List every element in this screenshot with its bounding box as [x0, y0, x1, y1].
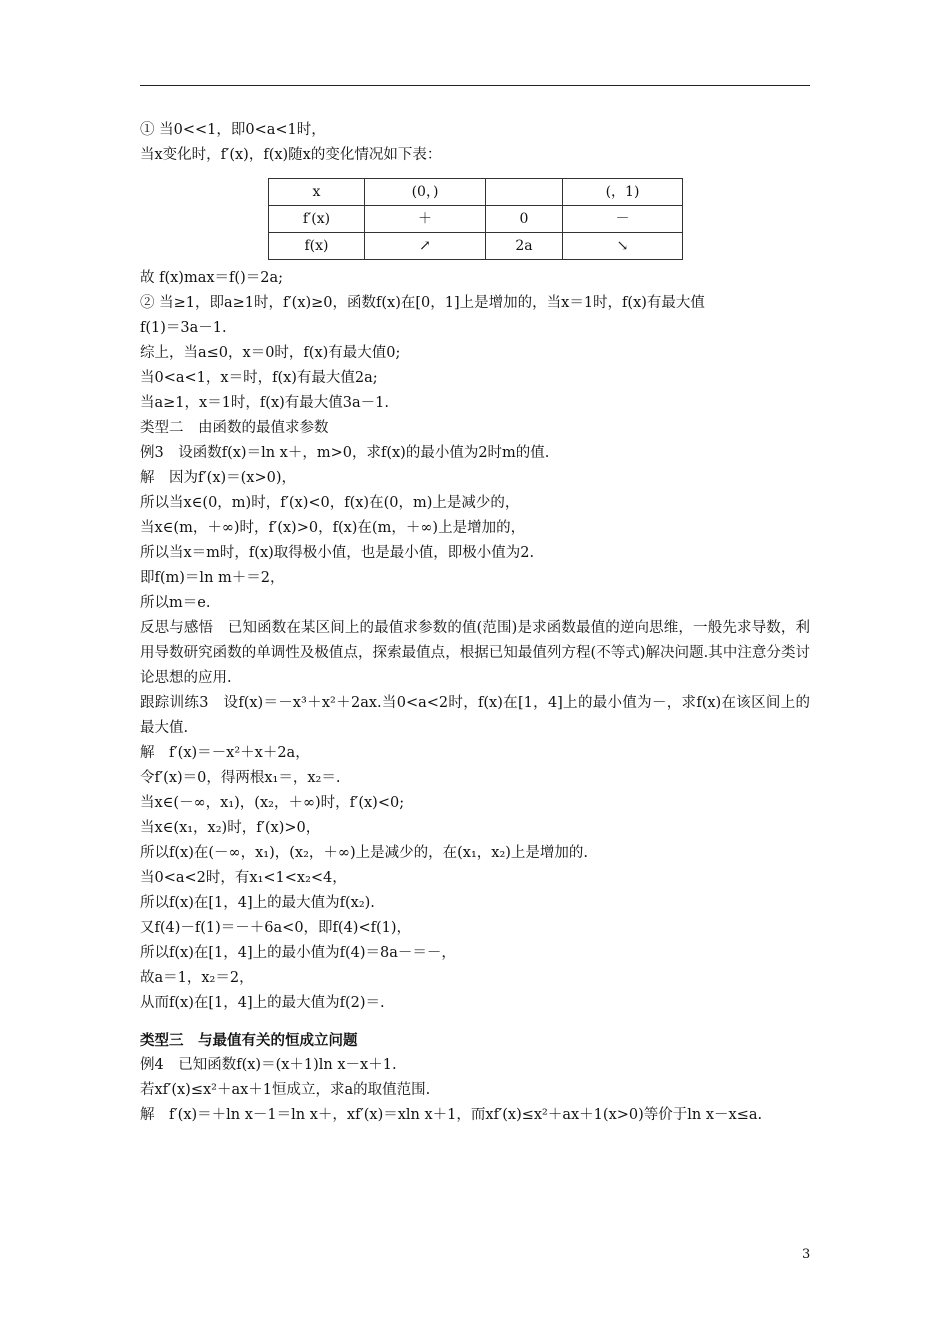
- text-line: 故a＝1，x₂＝2，: [140, 970, 254, 986]
- table-cell: ↗: [365, 233, 486, 260]
- variation-table: [268, 178, 683, 260]
- text-line: 所以f(x)在[1，4]上的最小值为f(4)＝8a－＝－，: [140, 945, 456, 961]
- example-heading: 例4 已知函数f(x)＝(x＋1)ln x－x＋1.: [140, 1057, 397, 1073]
- page-number: 3: [802, 1247, 811, 1262]
- text-line: 从而f(x)在[1，4]上的最大值为f(2)＝.: [140, 995, 385, 1011]
- text-line: 综上，当a≤0，x＝0时，f(x)有最大值0;: [140, 345, 401, 361]
- text-line: 故 f(x)max＝f()＝2a;: [140, 270, 283, 286]
- page-body: [140, 118, 810, 1128]
- table-row: [269, 206, 683, 233]
- table-row: [269, 179, 683, 206]
- table-cell: x: [269, 179, 365, 206]
- solution-paragraph: 解 f′(x)＝＋ln x－1＝ln x＋，xf′(x)＝xln x＋1，而xf′(x)≤x²＋ax＋1(x>0)等价于ln x－x≤a.: [140, 1107, 763, 1123]
- text-line: 令f′(x)＝0，得两根x₁＝，x₂＝.: [140, 770, 341, 786]
- section-heading: 类型二 由函数的最值求参数: [140, 420, 329, 436]
- table-cell: f′(x): [269, 206, 365, 233]
- text-line: 所以f(x)在(－∞，x₁)，(x₂，＋∞)上是减少的，在(x₁，x₂)上是增加的.: [140, 845, 589, 861]
- table-cell: (0，): [365, 179, 486, 206]
- text-line: 所以f(x)在[1，4]上的最大值为f(x₂).: [140, 895, 375, 911]
- text-line: 当0<a<1，x＝时，f(x)有最大值2a;: [140, 370, 378, 386]
- example-heading: 例3 设函数f(x)＝ln x＋，m>0，求f(x)的最小值为2时m的值.: [140, 445, 550, 461]
- section-heading-bold: 类型三 与最值有关的恒成立问题: [140, 1032, 358, 1049]
- text-line: 当0<a<2时，有x₁<1<x₂<4，: [140, 870, 347, 886]
- table-cell: ↘: [563, 233, 683, 260]
- table-row: [269, 233, 683, 260]
- text-line: 解 因为f′(x)＝(x>0)，: [140, 470, 297, 486]
- text-line: ① 当0<<1，即0<a<1时，: [140, 122, 326, 138]
- text-line: 解 f′(x)＝－x²＋x＋2a，: [140, 745, 310, 761]
- text-line: 若xf′(x)≤x²＋ax＋1恒成立，求a的取值范围.: [140, 1082, 431, 1098]
- text-line: f(1)＝3a－1.: [140, 320, 227, 336]
- header-rule: [140, 85, 810, 86]
- text-line: 所以当x＝m时，f(x)取得极小值，也是最小值，即极小值为2.: [140, 545, 535, 561]
- reflection-paragraph: 反思与感悟 已知函数在某区间上的最值求参数的值(范围)是求函数最值的逆向思维，一般先求导数，利用导数研究函数的单调性及极值点，探索最值点，根据已知最值列方程(不等式)解决问题.其中注意分类讨论思想的应用.: [140, 620, 810, 686]
- text-line: 当x∈(m，＋∞)时，f′(x)>0，f(x)在(m，＋∞)上是增加的，: [140, 520, 526, 536]
- text-line: 所以当x∈(0，m)时，f′(x)<0，f(x)在(0，m)上是减少的，: [140, 495, 520, 511]
- text-line: 当x∈(x₁，x₂)时，f′(x)>0，: [140, 820, 321, 836]
- text-line: 当x变化时，f′(x)，f(x)随x的变化情况如下表：: [140, 147, 442, 163]
- table-cell: －: [563, 206, 683, 233]
- text-line: 当x∈(－∞，x₁)，(x₂，＋∞)时，f′(x)<0;: [140, 795, 405, 811]
- text-line: 所以m＝e.: [140, 595, 211, 611]
- training-paragraph: 跟踪训练3 设f(x)＝－x³＋x²＋2ax.当0<a<2时，f(x)在[1，4]上的最小值为－，求f(x)在该区间上的最大值.: [140, 695, 810, 736]
- table-cell: 2a: [486, 233, 563, 260]
- text-line: 当a≥1，x＝1时，f(x)有最大值3a－1.: [140, 395, 389, 411]
- table-cell: [486, 179, 563, 206]
- table-cell: f(x): [269, 233, 365, 260]
- table-cell: 0: [486, 206, 563, 233]
- text-line: 又f(4)－f(1)＝－＋6a<0，即f(4)<f(1)，: [140, 920, 412, 936]
- text-line: ② 当≥1，即a≥1时，f′(x)≥0，函数f(x)在[0，1]上是增加的，当x＝1时，f(x)有最大值: [140, 295, 705, 311]
- table-cell: ＋: [365, 206, 486, 233]
- text-line: 即f(m)＝ln m＋＝2，: [140, 570, 285, 586]
- table-cell: (，1): [563, 179, 683, 206]
